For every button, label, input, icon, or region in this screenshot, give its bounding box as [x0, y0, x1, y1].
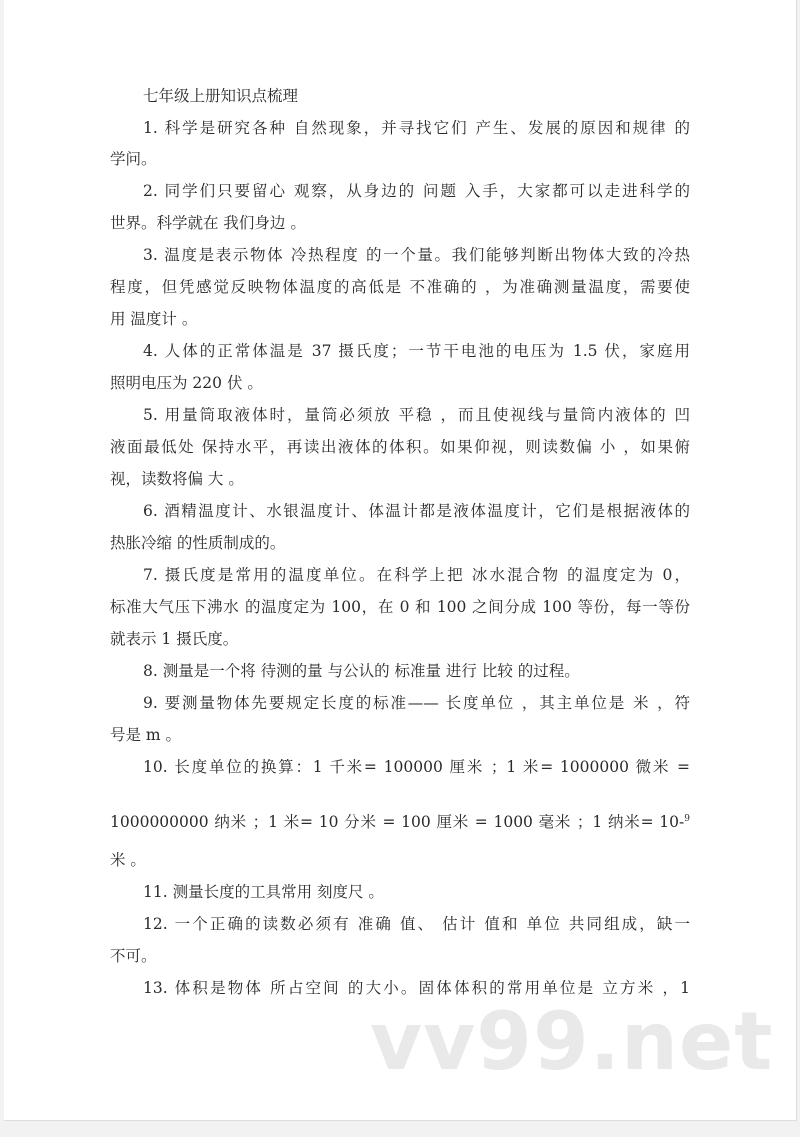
line-text: 视，读数将偏 大 。 — [110, 470, 244, 488]
line-text: 号是 m 。 — [110, 726, 182, 744]
line-text: 米 。 — [110, 851, 146, 869]
line-text: 世界。科学就在 我们身边 。 — [110, 214, 306, 232]
line-text: 1000000000 纳米 ；1 米= 10 分米 = 100 厘米 = 1000 毫米 ；1 纳米= 10- — [110, 813, 685, 831]
text-line — [143, 181, 690, 201]
text-line — [110, 850, 146, 870]
text-line — [110, 373, 263, 393]
text-line — [110, 277, 690, 297]
text-line — [110, 309, 197, 329]
text-line — [110, 946, 157, 966]
text-line — [143, 118, 690, 138]
text-line — [110, 213, 306, 233]
text-line — [143, 661, 580, 681]
text-line — [143, 565, 690, 585]
line-text: 8. 测量是一个将 待测的量 与公认的 标准量 进行 比较 的过程。 — [143, 662, 580, 680]
line-text: 就表示 1 摄氏度。 — [110, 630, 239, 648]
line-text: 2. 同学们只要留心 观察，从身边的 问题 入手，大家都可以走进科学的 — [143, 182, 690, 200]
text-line — [110, 809, 690, 832]
text-line — [143, 693, 690, 713]
text-line — [110, 629, 238, 649]
line-text: 3. 温度是表示物体 冷热程度 的一个量。我们能够判断出物体大致的冷热 — [143, 246, 690, 264]
line-text: 照明电压为 220 伏 。 — [110, 374, 263, 392]
watermark: vv99.net — [370, 995, 774, 1088]
text-line — [110, 533, 285, 553]
exponent: 9 — [684, 814, 690, 824]
line-text: 13. 体积是物体 所占空间 的大小。固体体积的常用单位是 立方米 ，1 — [143, 979, 690, 997]
line-text: 9. 要测量物体先要规定长度的标准—— 长度单位 ，其主单位是 米 ，符 — [143, 694, 690, 712]
text-line — [110, 469, 244, 489]
line-text: 不可。 — [110, 947, 157, 965]
line-text: 5. 用量筒取液体时，量筒必须放 平稳 ，而且使视线与量筒内液体的 凹 — [143, 406, 690, 424]
text-line — [143, 405, 690, 425]
line-text: 12. 一个正确的读数必须有 准确 值、 估计 值和 单位 共同组成，缺一 — [143, 915, 690, 933]
text-line — [143, 245, 690, 265]
text-line — [143, 341, 690, 361]
line-text: 1. 科学是研究各种 自然现象，并寻找它们 产生、发展的原因和规律 的 — [143, 119, 690, 137]
line-text: 10. 长度单位的换算：1 千米= 100000 厘米 ；1 米= 1000000 微米 = — [143, 758, 690, 776]
text-line — [110, 437, 690, 457]
text-line — [110, 149, 157, 169]
text-line — [110, 725, 181, 745]
text-line — [143, 757, 690, 777]
line-text: 7. 摄氏度是常用的温度单位。在科学上把 冰水混合物 的温度定为 0， — [143, 566, 690, 584]
line-text: 程度，但凭感觉反映物体温度的高低是 不准确的 ，为准确测量温度，需要使 — [110, 278, 690, 296]
text-line — [143, 914, 690, 934]
line-text: 6. 酒精温度计、水银温度计、体温计都是液体温度计，它们是根据液体的 — [143, 502, 690, 520]
line-text: 用 温度计 。 — [110, 310, 198, 328]
line-text: 热胀冷缩 的性质制成的。 — [110, 534, 286, 552]
text-line — [143, 882, 384, 902]
line-text: 4. 人体的正常体温是 37 摄氏度；一节干电池的电压为 1.5 伏，家庭用 — [143, 342, 690, 360]
document-title: 七年级上册知识点梳理 — [143, 87, 299, 105]
text-line — [110, 597, 690, 617]
line-text: 标准大气压下沸水 的温度定为 100，在 0 和 100 之间分成 100 等份，每一等份 — [110, 598, 690, 616]
line-text: 液面最低处 保持水平，再读出液体的体积。如果仰视，则读数偏 小 ，如果俯 — [110, 438, 690, 456]
line-text: 学问。 — [110, 150, 157, 168]
text-line — [143, 501, 690, 521]
line-text: 11. 测量长度的工具常用 刻度尺 。 — [143, 883, 384, 901]
